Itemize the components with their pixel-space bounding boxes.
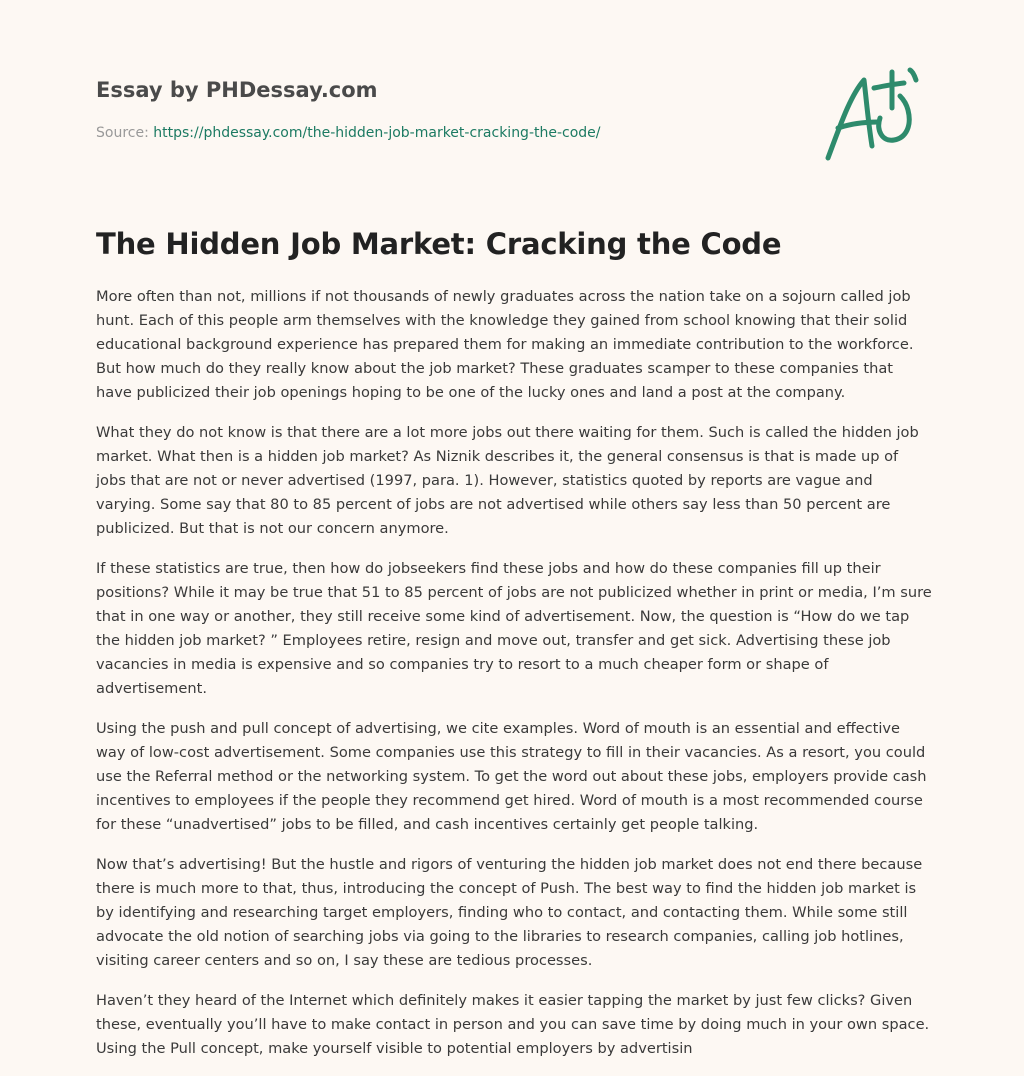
paragraph: Using the push and pull concept of advertising, we cite examples. Word of mouth is an essential and effective way of low-cost advertisement. Some companies use this strategy to fill in their vacancies. As a resort, you could use the Referral method or the networking system. To get the word out about these jobs, employers provide cash incentives to employees if the people they recommend get hired. Word of mouth is a most recommended course for these “unadvertised” jobs to be filled, and cash incentives certainly get people talking.	[96, 720, 927, 833]
article-title: The Hidden Job Market: Cracking the Code	[96, 227, 782, 261]
source-label: Source:	[96, 125, 154, 141]
paragraph: What they do not know is that there are a lot more jobs out there waiting for them. Such is called the hidden job market. What then is a hidden job market? As Niznik describes it, the general consensus is that is made up of jobs that are not or never advertised (1997, para. 1). However, statistics quoted by reports are vague and varying. Some say that 80 to 85 percent of jobs are not advertised while others say less than 50 percent are publicized. But that is not our concern anymore.	[96, 424, 919, 537]
paragraph: If these statistics are true, then how do jobseekers find these jobs and how do these companies fill up their positions? While it may be true that 51 to 85 percent of jobs are not publicized whether in print or media, I’m sure that in one way or another, they still receive some kind of advertisement. Now, the question is “How do we tap the hidden job market? ” Employees retire, resign and move out, transfer and get sick. Advertising these job vacancies in media is expensive and so companies try to resort to a much cheaper form or shape of advertisement.	[96, 560, 932, 697]
article-body	[96, 285, 932, 1076]
brand-title: Essay by PHDessay.com	[96, 78, 378, 102]
site-header	[96, 76, 796, 104]
paragraph: More often than not, millions if not thousands of newly graduates across the nation take on a sojourn called job hunt. Each of this people arm themselves with the knowledge they gained from school knowing that their solid educational background experience has prepared them for making an immediate contribution to the workforce. But how much do they really know about the job market? These graduates scamper to these companies that have publicized their job openings hoping to be one of the lucky ones and land a post at the company.	[96, 288, 914, 401]
source-line	[96, 123, 601, 143]
paragraph: Haven’t they heard of the Internet which definitely makes it easier tapping the market by just few clicks? Given these, eventually you’ll have to make contact in person and you can save time by doing much in your own space. Using the Pull concept, make yourself visible to potential employers by advertisin	[96, 992, 930, 1057]
paragraph: Now that’s advertising! But the hustle and rigors of venturing the hidden job market does not end there because there is much more to that, thus, introducing the concept of Push. The best way to find the hidden job market is by identifying and researching target employers, finding who to contact, and contacting them. While some still advocate the old notion of searching jobs via going to the libraries to research companies, calling job hotlines, visiting career centers and so on, I say these are tedious processes.	[96, 856, 923, 969]
a-plus-logo-icon	[820, 66, 930, 166]
source-link[interactable]: https://phdessay.com/the-hidden-job-market-cracking-the-code/	[153, 125, 601, 141]
